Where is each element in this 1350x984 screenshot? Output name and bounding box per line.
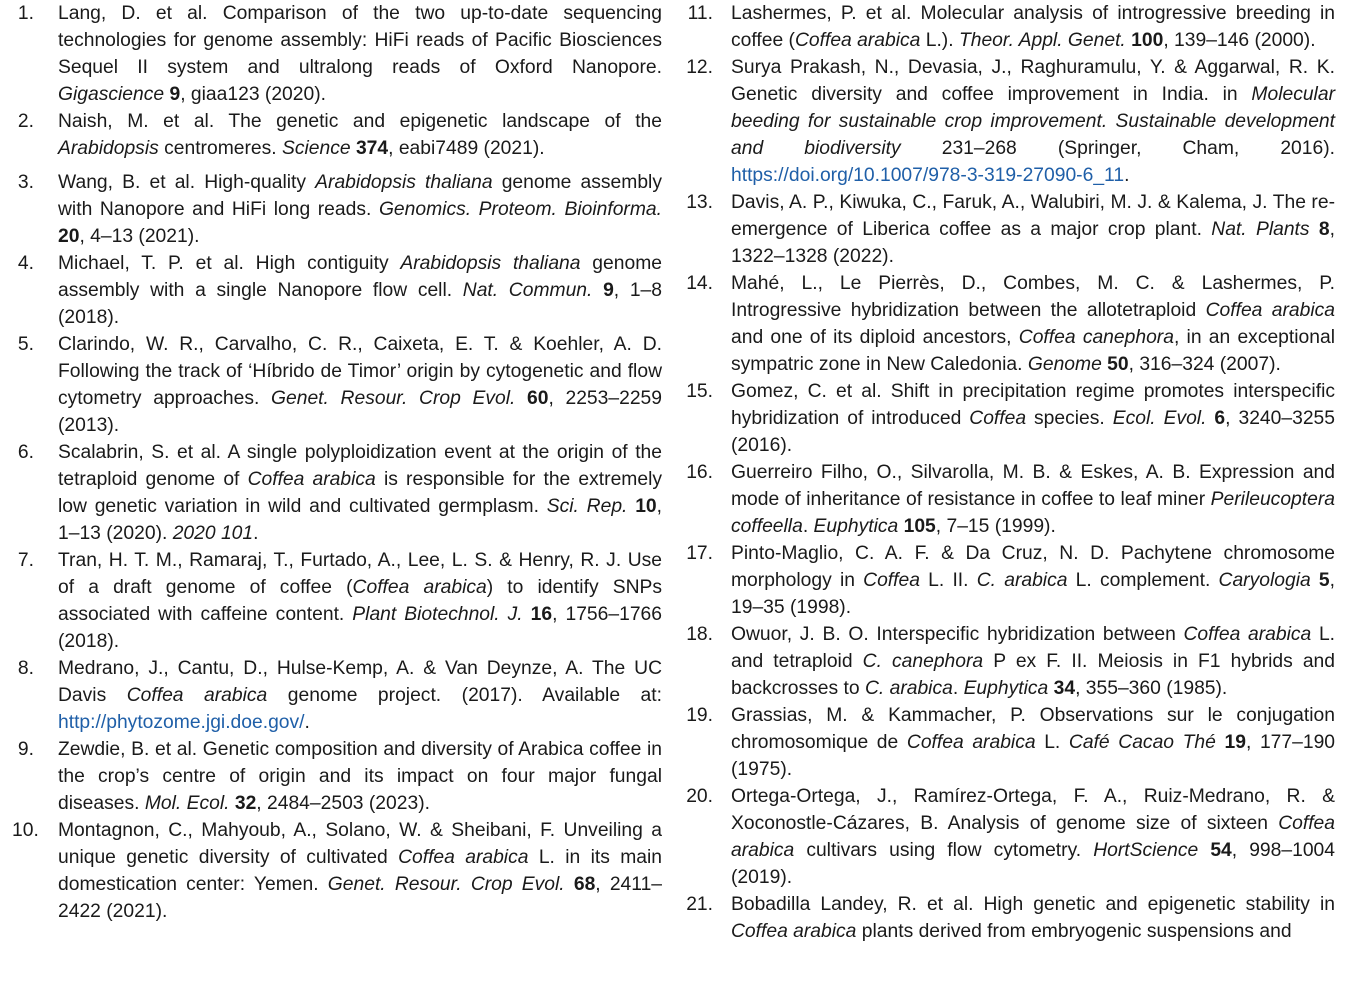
text-segment: Surya Prakash, N., Devasia, J., Raghuramulu, Y. & Aggarwal, R. K. Genetic diversity and coffee improvement in India. in	[731, 57, 1335, 105]
text-segment: Davis, A. P., Kiwuka, C., Faruk, A., Walubiri, M. J. & Kalema, J. The re-emergence of Liberica coffee as a major crop plant.	[731, 192, 1335, 240]
reference-number: 1.	[17, 3, 34, 24]
text-segment: , 177–190 (1975).	[731, 732, 1336, 780]
text-segment: , 2253–2259 (2013).	[58, 388, 662, 436]
volume-number: 374	[355, 138, 389, 159]
text-segment: , 4–13 (2021).	[79, 226, 200, 247]
reference-number: 13.	[686, 192, 713, 213]
reference-number: 14.	[686, 273, 713, 294]
text-segment: genome project. (2017). Available at:	[267, 685, 662, 706]
italic-text: Nat. Plants	[1211, 219, 1310, 240]
text-segment: Tran, H. T. M., Ramaraj, T., Furtado, A., Lee, L. S. & Henry, R. J. Use of a draft genome of coffee (	[58, 550, 662, 598]
reference-item	[683, 270, 1335, 378]
reference-item	[683, 783, 1335, 891]
text-segment	[515, 388, 527, 409]
text-segment: genome assembly with a single Nanopore flow cell.	[58, 253, 662, 301]
italic-text: Mol. Ecol.	[144, 793, 230, 814]
text-segment: Lang, D. et al. Comparison of the two up-to-date sequencing technologies for genome assembly: HiFi reads of Pacific Biosciences Sequel II system and ultralong reads of Oxford Nanopore.	[58, 3, 662, 78]
volume-number: 68	[573, 874, 596, 895]
text-segment: Grassias, M. & Kammacher, P. Observations sur le conjugation chromosomique de	[731, 705, 1335, 753]
reference-item	[12, 0, 662, 108]
reference-number: 6.	[17, 442, 34, 463]
reference-text	[731, 540, 1335, 621]
reference-item	[683, 621, 1335, 702]
text-segment: , eabi7489 (2021).	[388, 138, 545, 159]
reference-number: 21.	[686, 894, 713, 915]
italic-text: Genome	[1027, 354, 1102, 375]
reference-number: 4.	[17, 253, 34, 274]
italic-text: Plant Biotechnol. J.	[352, 604, 523, 625]
italic-text: Molecular beeding for sustainable crop improvement. Sustainable development and biodiversity	[731, 84, 1335, 159]
reference-item	[683, 891, 1335, 945]
italic-text: Coffea	[969, 408, 1027, 429]
reference-column-right	[683, 0, 1335, 945]
reference-item	[683, 459, 1335, 540]
reference-item	[12, 108, 662, 162]
reference-text	[58, 817, 662, 925]
italic-text: Euphytica	[813, 516, 899, 537]
reference-number: 12.	[686, 57, 713, 78]
text-segment: Pinto-Maglio, C. A. F. & Da Cruz, N. D. Pachytene chromosome morphology in	[731, 543, 1335, 591]
text-segment: Medrano, J., Cantu, D., Hulse-Kemp, A. & Van Deynze, A. The UC Davis	[58, 658, 662, 706]
reference-item	[683, 378, 1335, 459]
reference-text	[731, 621, 1335, 702]
reference-text	[731, 270, 1335, 378]
text-segment: 231–268 (Springer, Cham, 2016).	[900, 138, 1335, 159]
italic-text: Gigascience	[58, 84, 165, 105]
reference-number: 7.	[17, 550, 34, 571]
volume-number: 10	[635, 496, 657, 517]
text-segment: L.).	[920, 30, 959, 51]
italic-text: Arabidopsis thaliana	[315, 172, 493, 193]
text-segment: , 1756–1766 (2018).	[58, 604, 662, 652]
text-segment: L. in its main domestication center: Yemen.	[58, 847, 663, 895]
reference-text	[58, 736, 662, 817]
italic-text: Coffea arabica	[731, 813, 1335, 861]
reference-number: 8.	[17, 658, 34, 679]
text-segment: , 1322–1328 (2022).	[731, 219, 1335, 267]
italic-text: Coffea arabica	[1205, 300, 1336, 321]
italic-text: Ecol. Evol.	[1112, 408, 1207, 429]
text-segment: Gomez, C. et al. Shift in precipitation regime promotes interspecific hybridization of introduced	[731, 381, 1335, 429]
reference-text	[731, 891, 1335, 945]
text-segment	[523, 604, 531, 625]
volume-number: 8	[1318, 219, 1330, 240]
text-segment: .	[304, 712, 310, 733]
text-segment	[1310, 219, 1319, 240]
text-segment: Ortega-Ortega, J., Ramírez-Ortega, F. A., Ruiz-Medrano, R. & Xoconostle-Cázares, B. Analysis of genome size of sixteen	[731, 786, 1335, 834]
text-segment: P ex F. II. Meiosis in F1 hybrids and backcrosses to	[731, 651, 1336, 699]
italic-text: 2020 101	[172, 523, 254, 544]
text-segment: plants derived from embryogenic suspensions and	[856, 921, 1292, 942]
text-segment: , 7–15 (1999).	[935, 516, 1056, 537]
reference-number: 5.	[17, 334, 34, 355]
text-segment: , 316–324 (2007).	[1128, 354, 1281, 375]
italic-text: Arabidopsis thaliana	[400, 253, 581, 274]
text-segment: Montagnon, C., Mahyoub, A., Solano, W. & Sheibani, F. Unveiling a unique genetic diversity of cultivated	[58, 820, 662, 868]
reference-text	[731, 378, 1335, 459]
text-segment: .	[253, 523, 259, 544]
volume-number: 100	[1131, 30, 1164, 51]
text-segment	[1311, 570, 1319, 591]
italic-text: C. arabica	[976, 570, 1068, 591]
text-segment: Owuor, J. B. O. Interspecific hybridization between	[731, 624, 1184, 645]
text-segment: cultivars using flow cytometry.	[794, 840, 1094, 861]
reference-item	[12, 817, 662, 925]
reference-link[interactable]: http://phytozome.jgi.doe.gov/	[58, 712, 305, 733]
reference-text	[58, 169, 662, 250]
text-segment: Mahé, L., Le Pierrès, D., Combes, M. C. & Lashermes, P. Introgressive hybridization between the allotetraploid	[731, 273, 1335, 321]
text-segment: Zewdie, B. et al. Genetic composition and diversity of Arabica coffee in the crop’s centre of origin and its impact on four major fungal diseases.	[58, 739, 662, 814]
text-segment: species.	[1026, 408, 1113, 429]
reference-text	[731, 0, 1335, 54]
italic-text: Coffea arabica	[126, 685, 268, 706]
italic-text: Euphytica	[963, 678, 1049, 699]
reference-item	[12, 439, 662, 547]
reference-number: 17.	[686, 543, 713, 564]
italic-text: Café Cacao Thé	[1068, 732, 1216, 753]
text-segment: is responsible for the extremely low genetic variation in wild and cultivated germplasm.	[58, 469, 662, 517]
text-segment: L. complement.	[1067, 570, 1219, 591]
reference-item	[683, 54, 1335, 189]
text-segment: .	[802, 516, 814, 537]
reference-link[interactable]: https://doi.org/10.1007/978-3-319-27090-6_11	[731, 165, 1125, 186]
text-segment: Naish, M. et al. The genetic and epigenetic landscape of the	[58, 111, 662, 132]
volume-number: 50	[1107, 354, 1129, 375]
reference-item	[12, 169, 662, 250]
italic-text: Arabidopsis	[58, 138, 159, 159]
italic-text: Science	[281, 138, 351, 159]
reference-text	[58, 331, 662, 439]
volume-number: 60	[527, 388, 549, 409]
text-segment: genome assembly with Nanopore and HiFi long reads.	[58, 172, 662, 220]
reference-number: 15.	[686, 381, 713, 402]
italic-text: Sci. Rep.	[546, 496, 628, 517]
text-segment: Lashermes, P. et al. Molecular analysis of introgressive breeding in coffee (	[731, 3, 1335, 51]
reference-item	[683, 540, 1335, 621]
reference-text	[58, 547, 662, 655]
text-segment: ) to identify SNPs associated with caffeine content.	[58, 577, 663, 625]
reference-item	[683, 189, 1335, 270]
volume-number: 9	[169, 84, 181, 105]
volume-number: 6	[1214, 408, 1226, 429]
text-segment: L.	[1035, 732, 1069, 753]
text-segment: , in an exceptional sympatric zone in New Caledonia.	[731, 327, 1335, 375]
reference-text	[731, 459, 1335, 540]
italic-text: Coffea arabica	[731, 921, 857, 942]
italic-text: Coffea arabica	[247, 469, 376, 490]
reference-number: 16.	[686, 462, 713, 483]
reference-text	[58, 0, 662, 108]
volume-number: 16	[530, 604, 553, 625]
volume-number: 20	[58, 226, 80, 247]
reference-column-left	[12, 0, 662, 925]
text-segment: , 998–1004 (2019).	[731, 840, 1335, 888]
reference-text	[58, 108, 662, 162]
italic-text: C. arabica	[864, 678, 953, 699]
italic-text: Genet. Resour. Crop Evol.	[327, 874, 565, 895]
text-segment: Clarindo, W. R., Carvalho, C. R., Caixeta, E. T. & Koehler, A. D. Following the track of ‘Híbrido de Timor’ origin by cytogenetic and flow cytometry approaches.	[58, 334, 662, 409]
reference-text	[731, 783, 1335, 891]
reference-number: 2.	[17, 111, 34, 132]
text-segment: , 1–8 (2018).	[58, 280, 662, 328]
reference-number: 18.	[686, 624, 713, 645]
reference-number: 11.	[687, 3, 713, 24]
italic-text: Genet. Resour. Crop Evol.	[271, 388, 516, 409]
text-segment: Guerreiro Filho, O., Silvarolla, M. B. & Eskes, A. B. Expression and mode of inheritance of resistance in coffee to leaf miner	[731, 462, 1335, 510]
text-segment: , 3240–3255 (2016).	[731, 408, 1335, 456]
reference-number: 3.	[17, 172, 34, 193]
reference-text	[58, 439, 662, 547]
italic-text: C. canephora	[862, 651, 984, 672]
italic-text: Coffea arabica	[794, 30, 921, 51]
reference-number: 19.	[686, 705, 713, 726]
reference-item	[12, 547, 662, 655]
reference-text	[731, 54, 1335, 189]
text-segment: Michael, T. P. et al. High contiguity	[58, 253, 401, 274]
text-segment: , giaa123 (2020).	[180, 84, 326, 105]
reference-item	[683, 0, 1335, 54]
reference-item	[12, 331, 662, 439]
text-segment: , 2411–2422 (2021).	[58, 874, 663, 922]
italic-text: Coffea arabica	[1183, 624, 1312, 645]
text-segment	[565, 874, 574, 895]
text-segment: .	[952, 678, 964, 699]
italic-text: Coffea canephora	[1018, 327, 1174, 348]
text-segment: L. II.	[919, 570, 977, 591]
volume-number: 54	[1210, 840, 1232, 861]
reference-number: 10.	[12, 820, 39, 841]
text-segment: , 1–13 (2020).	[58, 496, 663, 544]
text-segment	[592, 280, 603, 301]
volume-number: 19	[1224, 732, 1246, 753]
reference-number: 9.	[17, 739, 34, 760]
text-segment: , 355–360 (1985).	[1075, 678, 1228, 699]
reference-text	[731, 189, 1335, 270]
text-segment	[1216, 732, 1225, 753]
text-segment: L. and tetraploid	[731, 624, 1336, 672]
reference-number: 20.	[686, 786, 713, 807]
italic-text: Genomics. Proteom. Bioinforma.	[378, 199, 662, 220]
text-segment: and one of its diploid ancestors,	[731, 327, 1019, 348]
volume-number: 5	[1318, 570, 1330, 591]
reference-item	[683, 702, 1335, 783]
volume-number: 105	[903, 516, 936, 537]
text-segment: Scalabrin, S. et al. A single polyploidization event at the origin of the tetraploid genome of	[58, 442, 662, 490]
text-segment: , 139–146 (2000).	[1163, 30, 1316, 51]
reference-item	[12, 655, 662, 736]
volume-number: 9	[603, 280, 614, 301]
reference-text	[58, 250, 662, 331]
italic-text: Coffea arabica	[398, 847, 529, 868]
text-segment: , 19–35 (1998).	[731, 570, 1335, 618]
italic-text: Caryologia	[1218, 570, 1311, 591]
reference-text	[58, 655, 662, 736]
italic-text: HortScience	[1093, 840, 1199, 861]
text-segment: Bobadilla Landey, R. et al. High genetic and epigenetic stability in	[731, 894, 1335, 915]
italic-text: Coffea	[863, 570, 920, 591]
italic-text: Theor. Appl. Genet.	[958, 30, 1126, 51]
reference-text	[731, 702, 1335, 783]
text-segment	[1198, 840, 1210, 861]
text-segment: centromeres.	[158, 138, 282, 159]
text-segment: , 2484–2503 (2023).	[256, 793, 430, 814]
volume-number: 34	[1053, 678, 1076, 699]
italic-text: Perileucoptera coffeella	[731, 489, 1335, 537]
reference-item	[12, 736, 662, 817]
italic-text: Coffea arabica	[906, 732, 1036, 753]
volume-number: 32	[234, 793, 257, 814]
text-segment: Wang, B. et al. High-quality	[58, 172, 316, 193]
italic-text: Nat. Commun.	[462, 280, 593, 301]
text-segment: .	[1124, 165, 1130, 186]
italic-text: Coffea arabica	[352, 577, 487, 598]
reference-item	[12, 250, 662, 331]
